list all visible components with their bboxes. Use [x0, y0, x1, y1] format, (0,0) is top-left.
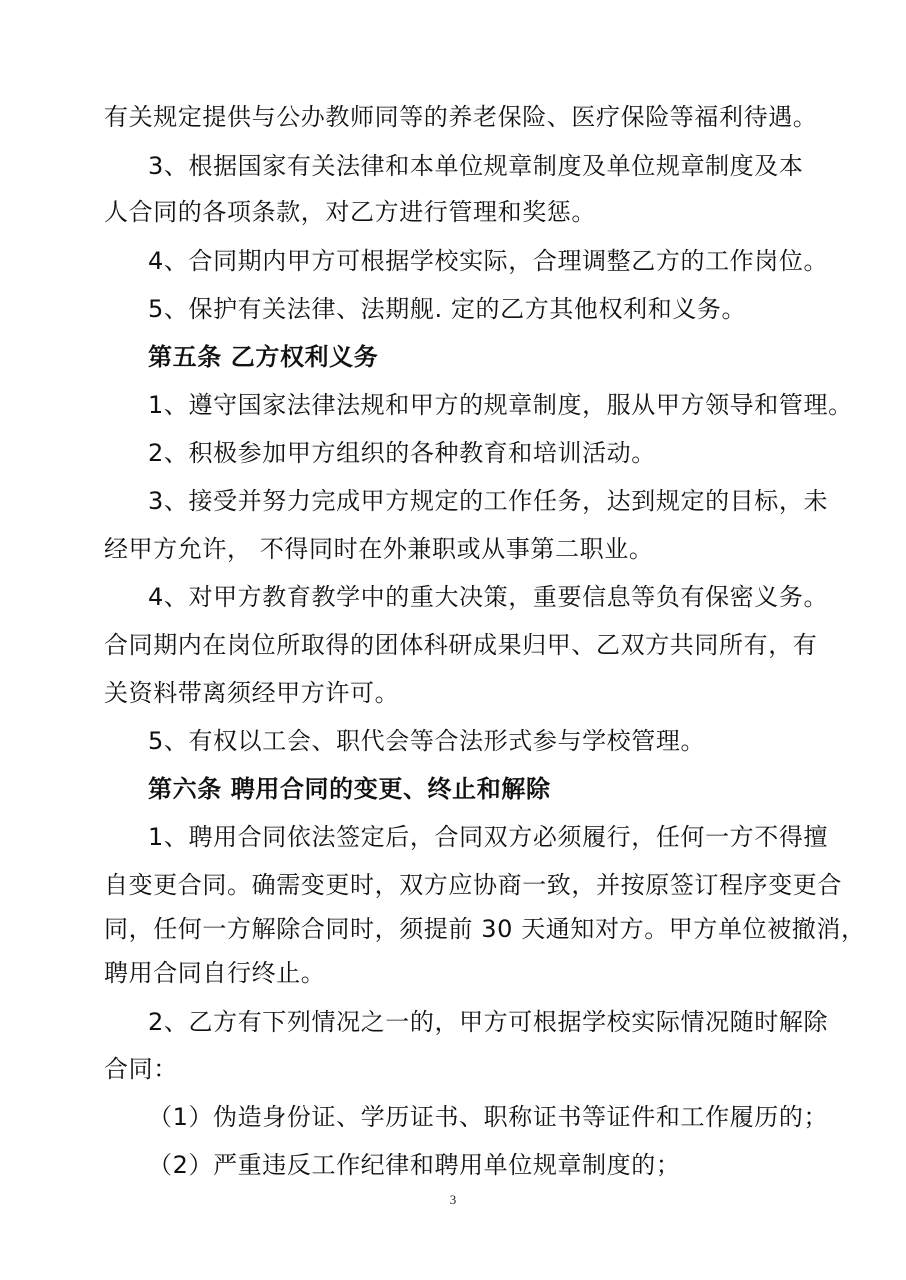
text-line-17: 自变更合同。确需变更时，双方应协商一致，并按原签订程序变更合	[104, 871, 842, 899]
text-line-2: 3、根据国家有关法律和本单位规章制度及单位规章制度及本	[148, 152, 804, 180]
text-line-11: 4、对甲方教育教学中的重大决策，重要信息等负有保密义务。	[148, 583, 829, 611]
text-line-1: 有关规定提供与公办教师同等的养老保险、医疗保险等福利待遇。	[104, 103, 818, 131]
text-line-19: 聘用合同自行终止。	[104, 959, 326, 987]
section-heading-5: 第五条 乙方权利义务	[148, 343, 379, 371]
text-line-18: 同，任何一方解除合同时，须提前 30 天通知对方。甲方单位被撤消，	[104, 915, 866, 943]
text-line-20: 2、乙方有下列情况之一的，甲方可根据学校实际情况随时解除	[148, 1008, 829, 1036]
list-item-1: （1）伪造身份证、学历证书、职称证书等证件和工作履历的；	[148, 1103, 829, 1131]
text-line-12: 合同期内在岗位所取得的团体科研成果归甲、乙双方共同所有，有	[104, 631, 818, 659]
section-heading-6: 第六条 聘用合同的变更、终止和解除	[148, 775, 551, 803]
text-line-13: 关资料带离须经甲方许可。	[104, 679, 400, 707]
text-line-8: 2、积极参加甲方组织的各种教育和培训活动。	[148, 439, 656, 467]
text-line-3: 人合同的各项条款，对乙方进行管理和奖惩。	[104, 198, 596, 226]
text-line-5: 5、保护有关法律、法期舰. 定的乙方其他权利和义务。	[148, 295, 747, 323]
text-line-9: 3、接受并努力完成甲方规定的工作任务，达到规定的目标，未	[148, 487, 829, 515]
text-line-10: 经甲方允许， 不得同时在外兼职或从事第二职业。	[104, 535, 654, 563]
text-line-14: 5、有权以工会、职代会等合法形式参与学校管理。	[148, 727, 706, 755]
text-line-16: 1、聘用合同依法签定后，合同双方必须履行，任何一方不得擅	[148, 823, 829, 851]
text-line-21: 合同：	[104, 1055, 178, 1083]
page-number: 3	[449, 1192, 457, 1207]
text-line-4: 4、合同期内甲方可根据学校实际，合理调整乙方的工作岗位。	[148, 247, 829, 275]
text-line-7: 1、遵守国家法律法规和甲方的规章制度，服从甲方领导和管理。	[148, 391, 853, 419]
list-item-2: （2）严重违反工作纪律和聘用单位规章制度的；	[148, 1151, 681, 1179]
